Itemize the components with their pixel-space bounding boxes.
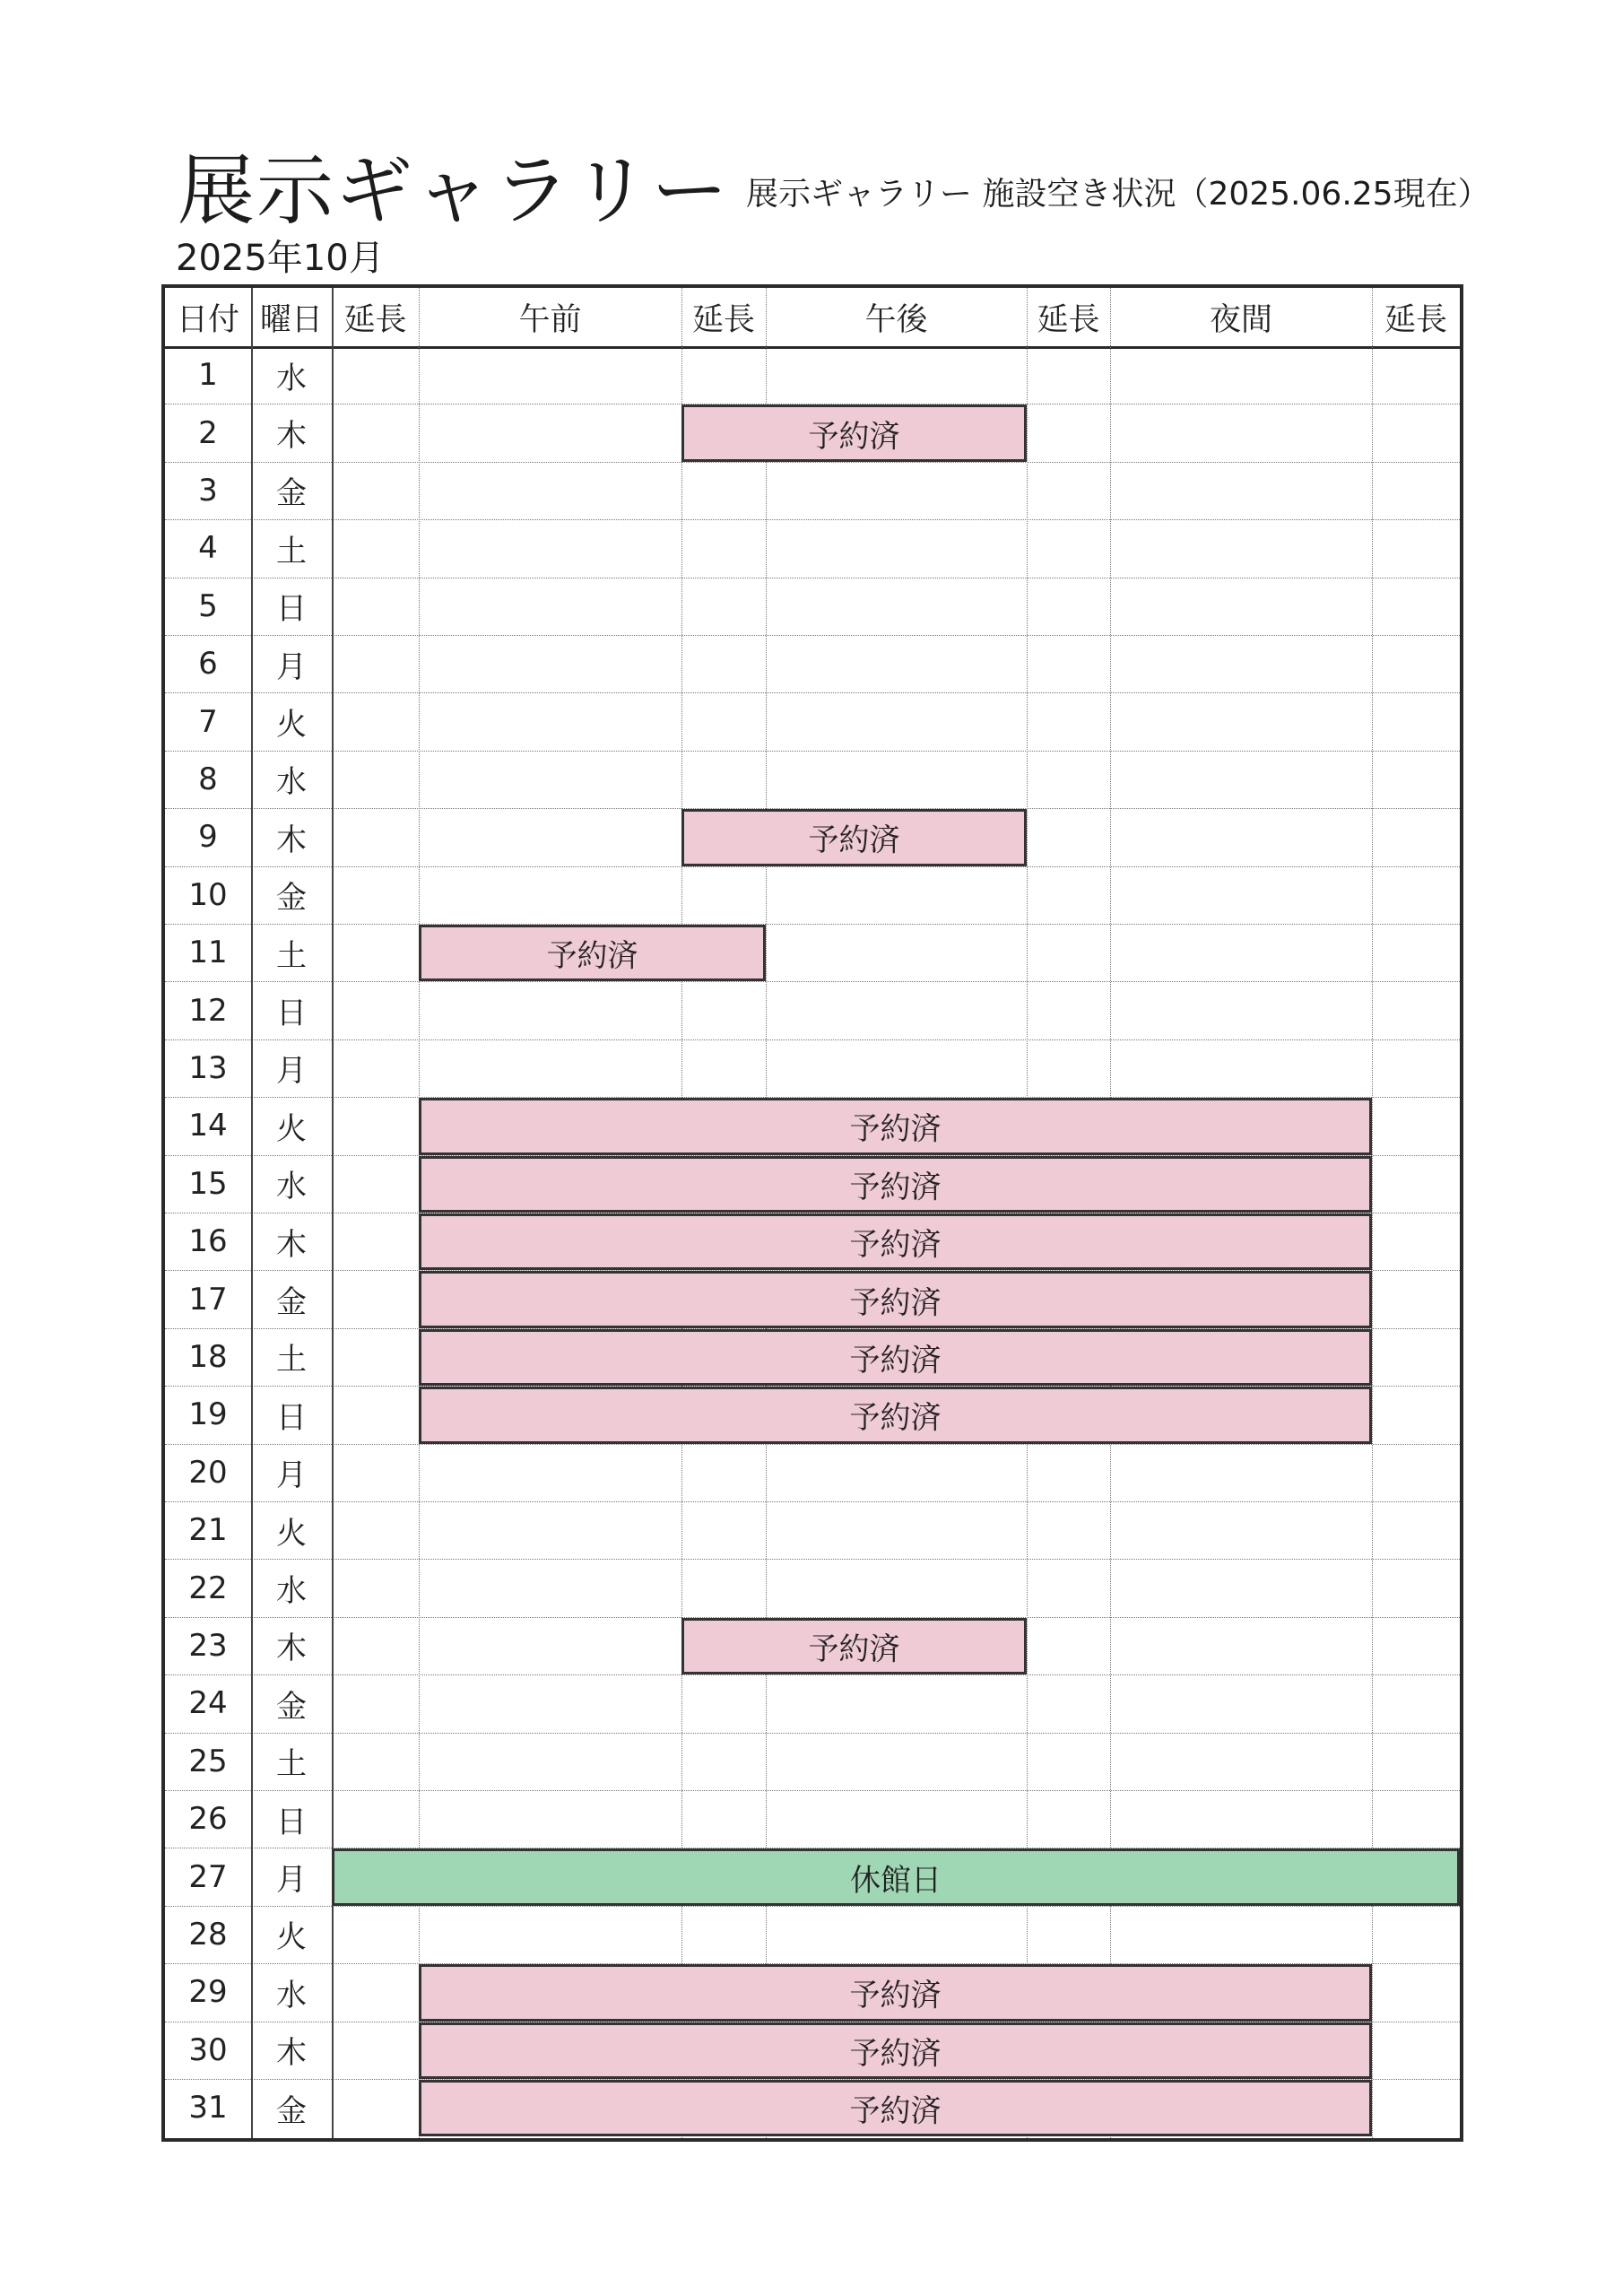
reserved-bar: 予約済 [419, 1271, 1372, 1327]
date-cell: 26 [188, 1801, 228, 1838]
header-weekday: 曜日 [259, 301, 323, 338]
reserved-bar: 予約済 [681, 1618, 1027, 1674]
availability-table [161, 284, 1463, 2142]
header-morning: 午前 [518, 301, 582, 338]
date-cell: 21 [188, 1512, 228, 1549]
weekday-cell: 土 [276, 1746, 307, 1783]
reserved-bar: 予約済 [419, 1213, 1372, 1270]
weekday-cell: 火 [276, 1110, 307, 1147]
weekday-cell: 日 [276, 996, 307, 1032]
date-cell: 3 [198, 472, 218, 509]
weekday-cell: 金 [276, 475, 307, 512]
date-cell: 8 [198, 761, 218, 797]
reserved-bar: 予約済 [419, 1329, 1372, 1386]
weekday-cell: 土 [276, 1342, 307, 1378]
reserved-bar: 予約済 [681, 809, 1027, 865]
weekday-cell: 金 [276, 1284, 307, 1321]
row-divider [165, 1674, 1460, 1675]
date-cell: 19 [188, 1396, 228, 1433]
row-divider [165, 1039, 1460, 1040]
reserved-bar: 予約済 [419, 1964, 1372, 2021]
header-divider [165, 346, 1460, 349]
weekday-cell: 火 [276, 707, 307, 744]
weekday-cell: 月 [276, 1053, 307, 1090]
date-cell: 15 [188, 1165, 228, 1202]
date-cell: 24 [188, 1685, 228, 1722]
date-cell: 25 [188, 1743, 228, 1779]
weekday-cell: 木 [276, 1631, 307, 1667]
weekday-cell: 日 [276, 591, 307, 628]
weekday-cell: 月 [276, 648, 307, 685]
date-cell: 12 [188, 992, 228, 1029]
date-cell: 9 [198, 819, 218, 856]
date-cell: 16 [188, 1223, 228, 1260]
weekday-cell: 水 [276, 360, 307, 396]
header-afternoon: 午後 [864, 301, 928, 338]
row-divider [165, 1501, 1460, 1502]
reserved-bar: 予約済 [419, 2080, 1372, 2136]
weekday-cell: 金 [276, 2092, 307, 2129]
weekday-cell: 水 [276, 1977, 307, 2013]
date-cell: 28 [188, 1916, 228, 1952]
page-title: 展示ギャラリー [178, 146, 730, 236]
weekday-cell: 日 [276, 1804, 307, 1840]
date-cell: 22 [188, 1570, 228, 1606]
month-label: 2025年10月 [176, 238, 385, 279]
date-cell: 17 [188, 1281, 228, 1318]
weekday-cell: 金 [276, 880, 307, 917]
header-ext1: 延長 [343, 301, 407, 338]
row-divider [165, 462, 1460, 463]
date-cell: 13 [188, 1049, 228, 1086]
header-ext4: 延長 [1384, 301, 1447, 338]
row-divider [165, 751, 1460, 752]
weekday-cell: 火 [276, 1919, 307, 1956]
row-divider [165, 635, 1460, 636]
weekday-cell: 火 [276, 1515, 307, 1552]
weekday-cell: 土 [276, 937, 307, 974]
weekday-cell: 水 [276, 764, 307, 801]
row-divider [165, 692, 1460, 693]
header-ext2: 延長 [691, 301, 755, 338]
row-divider [165, 981, 1460, 982]
reserved-bar: 予約済 [419, 1098, 1372, 1154]
row-divider [165, 1790, 1460, 1791]
row-divider [165, 1444, 1460, 1445]
date-cell: 6 [198, 646, 218, 683]
reserved-bar: 予約済 [419, 925, 766, 981]
row-divider [165, 1733, 1460, 1734]
date-cell: 23 [188, 1627, 228, 1664]
weekday-cell: 月 [276, 1457, 307, 1494]
row-divider [165, 1559, 1460, 1560]
weekday-cell: 金 [276, 1688, 307, 1725]
reserved-bar: 予約済 [419, 1387, 1372, 1443]
reserved-bar: 予約済 [681, 404, 1027, 461]
weekday-cell: 月 [276, 1862, 307, 1899]
weekday-cell: 木 [276, 822, 307, 858]
closed-day-bar: 休館日 [332, 1848, 1460, 1905]
header-ext3: 延長 [1037, 301, 1100, 338]
weekday-cell: 木 [276, 1226, 307, 1263]
page-subtitle: 展示ギャラリー 施設空き状況（2025.06.25現在） [746, 176, 1490, 213]
header-date: 日付 [176, 301, 239, 338]
reserved-bar: 予約済 [419, 1156, 1372, 1213]
row-divider [165, 866, 1460, 867]
date-cell: 29 [188, 1974, 228, 2011]
date-cell: 27 [188, 1858, 228, 1895]
weekday-cell: 木 [276, 418, 307, 455]
date-cell: 11 [188, 935, 228, 971]
date-cell: 2 [198, 414, 218, 451]
date-cell: 10 [188, 876, 228, 913]
weekday-cell: 土 [276, 533, 307, 570]
weekday-cell: 木 [276, 2035, 307, 2072]
weekday-cell: 水 [276, 1573, 307, 1610]
weekday-cell: 日 [276, 1399, 307, 1436]
header-night: 夜間 [1209, 301, 1272, 338]
row-divider [165, 924, 1460, 925]
row-divider [165, 519, 1460, 520]
date-cell: 31 [188, 2090, 228, 2126]
date-cell: 14 [188, 1108, 228, 1144]
reserved-bar: 予約済 [419, 2022, 1372, 2079]
weekday-cell: 水 [276, 1169, 307, 1205]
date-cell: 18 [188, 1338, 228, 1375]
row-divider [165, 1906, 1460, 1907]
date-cell: 7 [198, 703, 218, 740]
date-cell: 5 [198, 587, 218, 624]
date-cell: 1 [198, 357, 218, 394]
date-cell: 4 [198, 530, 218, 567]
date-cell: 30 [188, 2031, 228, 2068]
date-cell: 20 [188, 1454, 228, 1491]
